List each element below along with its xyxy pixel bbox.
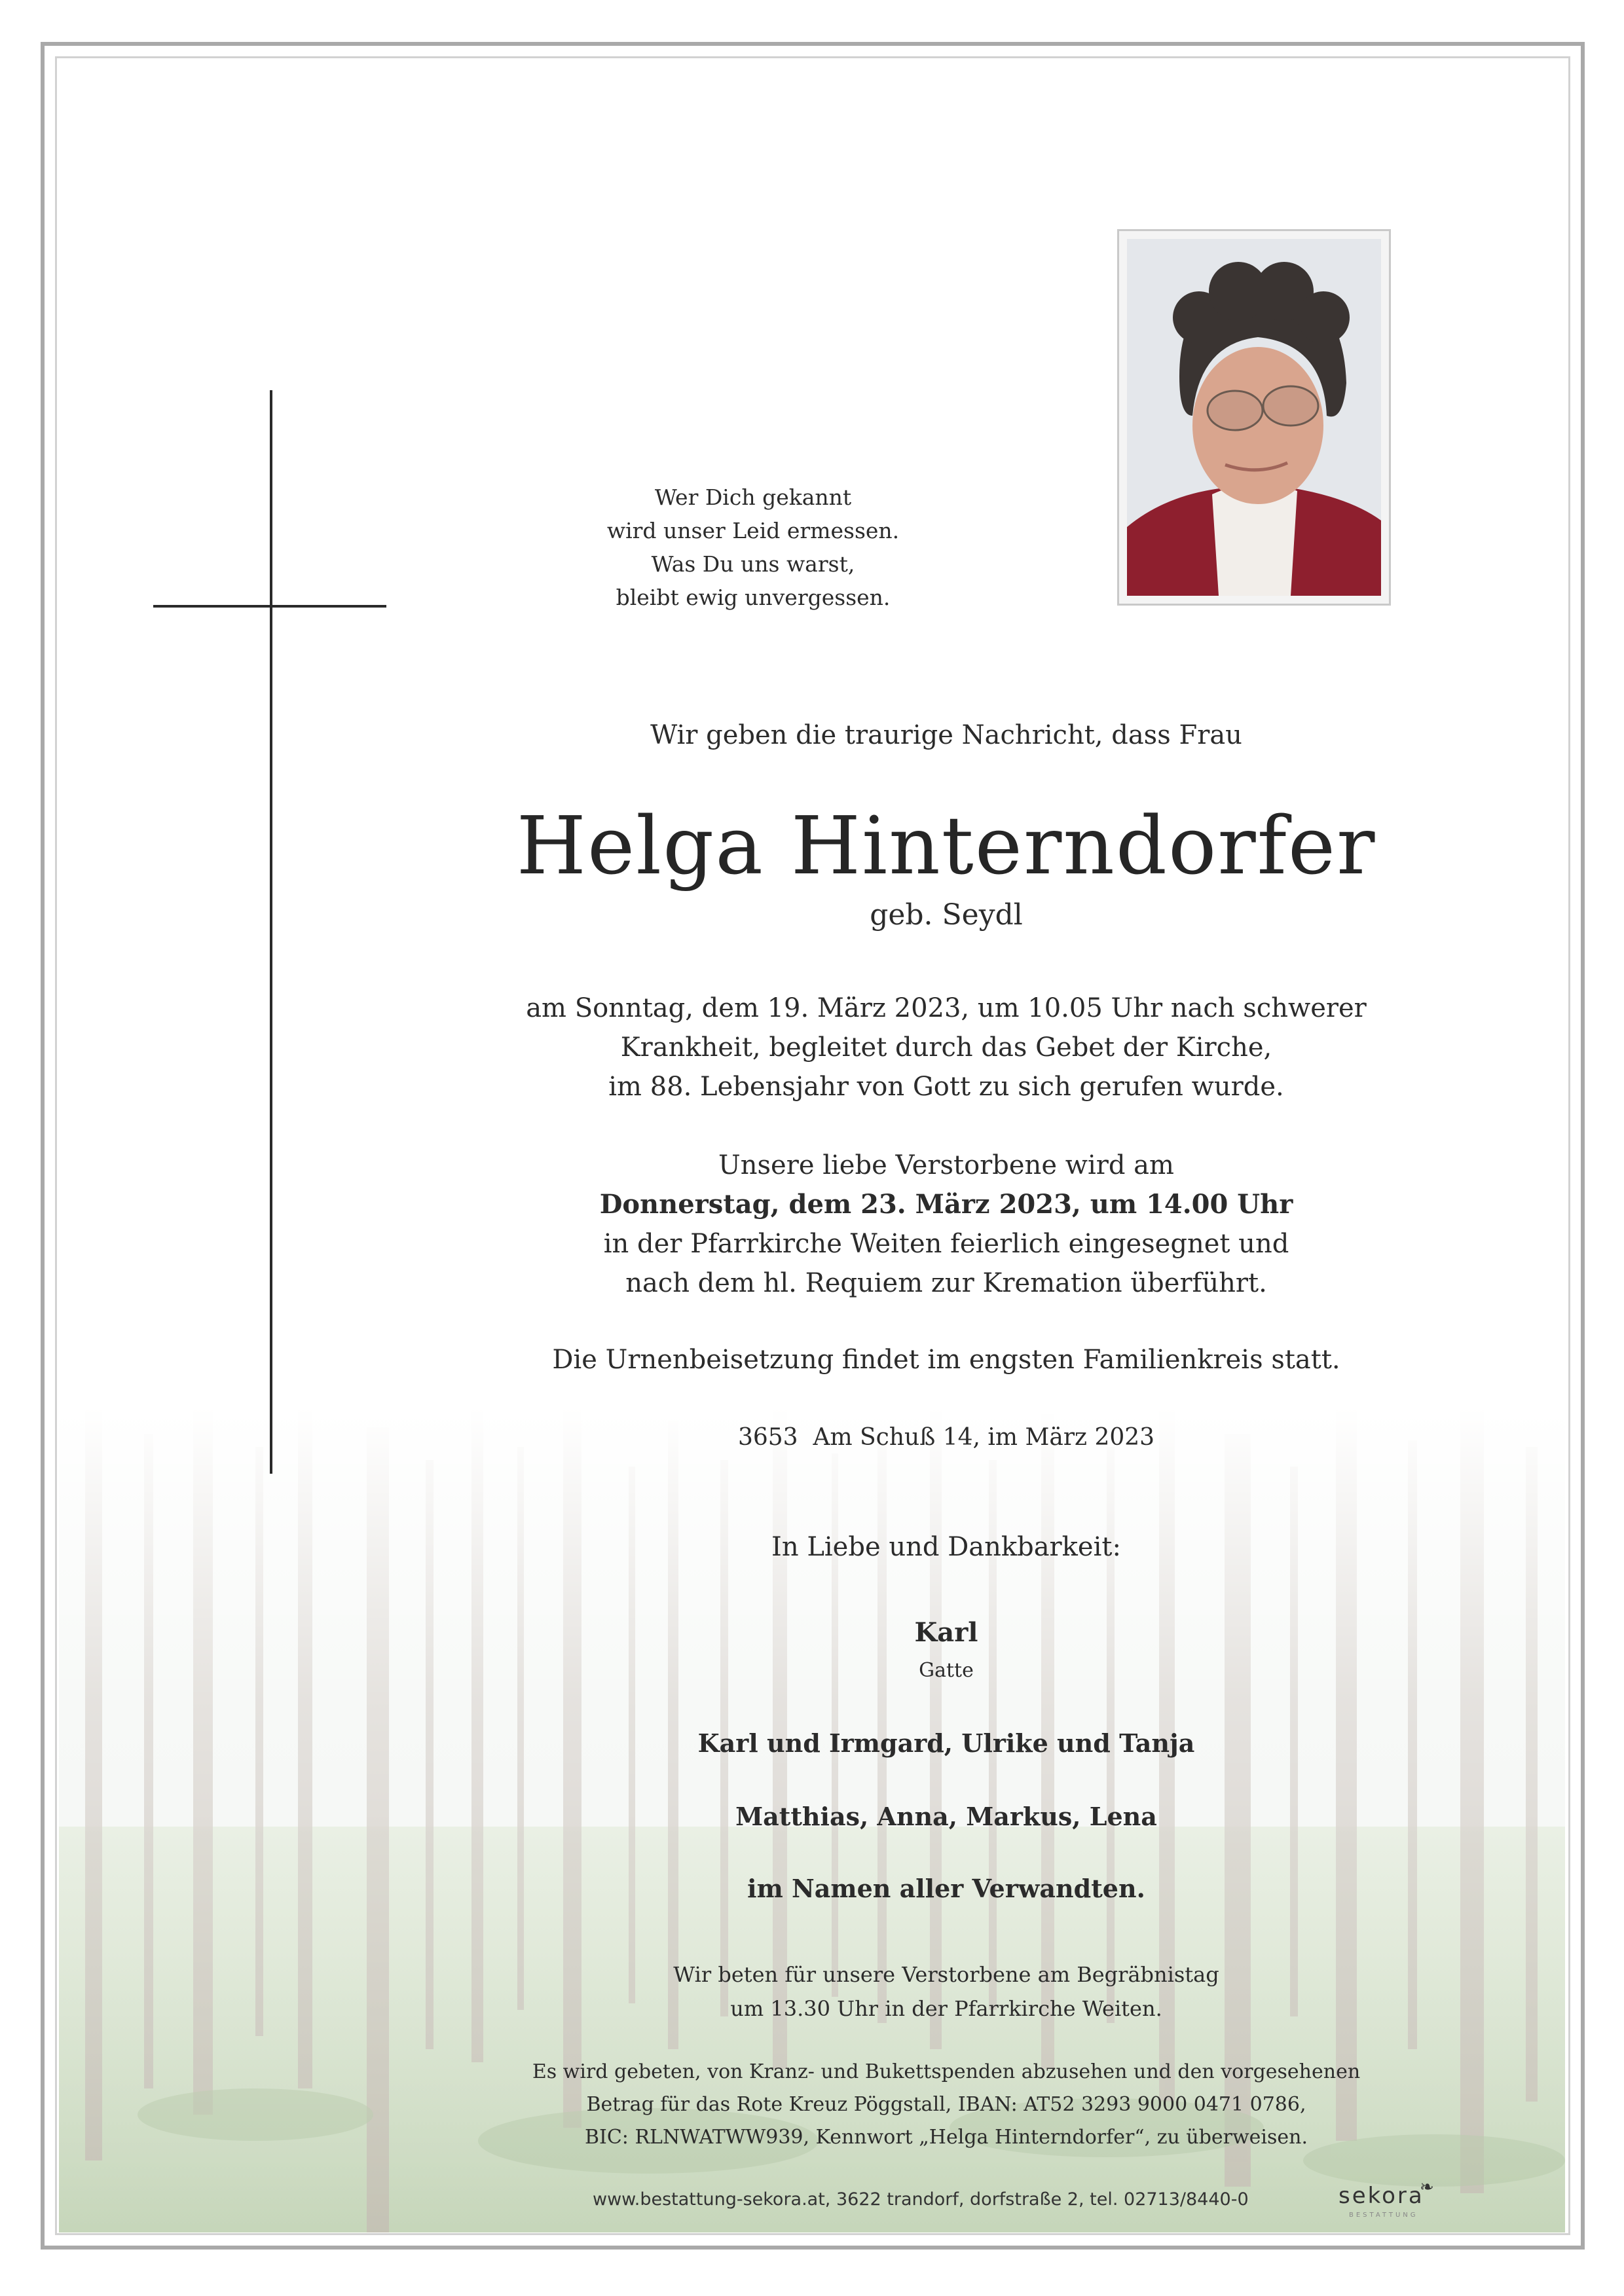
cross-horizontal-bar [153, 605, 386, 608]
funeral-line: nach dem hl. Requiem zur Kremation überführt. [625, 1268, 1267, 1298]
place-date: 3653 Am Schuß 14, im März 2023 [737, 1424, 1155, 1451]
family-line-grandchildren: Matthias, Anna, Markus, Lena [735, 1802, 1157, 1831]
funeral-home-logo: sekora [1338, 2183, 1424, 2209]
donation-line: Es wird gebeten, von Kranz- und Bukettspenden abzusehen und den vorgesehenen [532, 2060, 1361, 2083]
donation-line: BIC: RLNWATWW939, Kennwort „Helga Hinterndorfer“, zu überweisen. [584, 2126, 1308, 2149]
poem-line: wird unser Leid ermessen. [606, 518, 900, 543]
prayer-note [498, 1958, 1395, 2026]
funeral-line: Unsere liebe Verstorbene wird am [718, 1150, 1174, 1180]
poem-line: bleibt ewig unvergessen. [616, 585, 891, 610]
death-line: Krankheit, begleitet durch das Gebet der Kirche, [620, 1032, 1272, 1063]
funeral-home-contact: www.bestattung-sekora.at, 3622 trandorf, dorfstraße 2, tel. 02713/8440-0 [593, 2189, 1249, 2210]
husband-role: Gatte [919, 1659, 974, 1682]
memorial-poem [550, 481, 956, 614]
husband-name: Karl [914, 1617, 978, 1648]
portrait-frame [1117, 229, 1391, 606]
death-line: im 88. Lebensjahr von Gott zu sich gerufen wurde. [608, 1072, 1284, 1102]
portrait-photo [1127, 239, 1381, 596]
donation-line: Betrag für das Rote Kreuz Pöggstall, IBAN: AT52 3293 9000 0471 0786, [586, 2093, 1306, 2116]
mourners-heading: In Liebe und Dankbarkeit: [771, 1532, 1121, 1562]
urn-note: Die Urnenbeisetzung findet im engsten Familienkreis statt. [552, 1345, 1340, 1375]
family-line-children: Karl und Irmgard, Ulrike und Tanja [697, 1728, 1195, 1758]
deceased-name: Helga Hinterndorfer [516, 799, 1376, 892]
funeral-date: Donnerstag, dem 23. März 2023, um 14.00 Uhr [599, 1189, 1293, 1220]
prayer-line: um 13.30 Uhr in der Pfarrkirche Weiten. [730, 1996, 1162, 2021]
portrait-illustration [1127, 239, 1381, 596]
funeral-details [498, 1146, 1395, 1303]
maiden-name: geb. Seydl [870, 898, 1023, 932]
death-details [498, 989, 1395, 1106]
death-line: am Sonntag, dem 19. März 2023, um 10.05 Uhr nach schwerer [526, 993, 1367, 1023]
logo-subtitle: BESTATTUNG [1349, 2212, 1418, 2219]
leaf-icon: ❧ [1420, 2178, 1434, 2197]
announcement-intro: Wir geben die traurige Nachricht, dass Frau [650, 720, 1242, 750]
family-line-relatives: im Namen aller Verwandten. [747, 1874, 1145, 1903]
donation-notice [498, 2056, 1395, 2154]
funeral-line: in der Pfarrkirche Weiten feierlich eingesegnet und [603, 1229, 1289, 1259]
prayer-line: Wir beten für unsere Verstorbene am Begräbnistag [673, 1962, 1219, 1987]
cross-vertical-bar [270, 390, 272, 1474]
poem-line: Wer Dich gekannt [654, 484, 852, 510]
poem-line: Was Du uns warst, [651, 551, 855, 577]
